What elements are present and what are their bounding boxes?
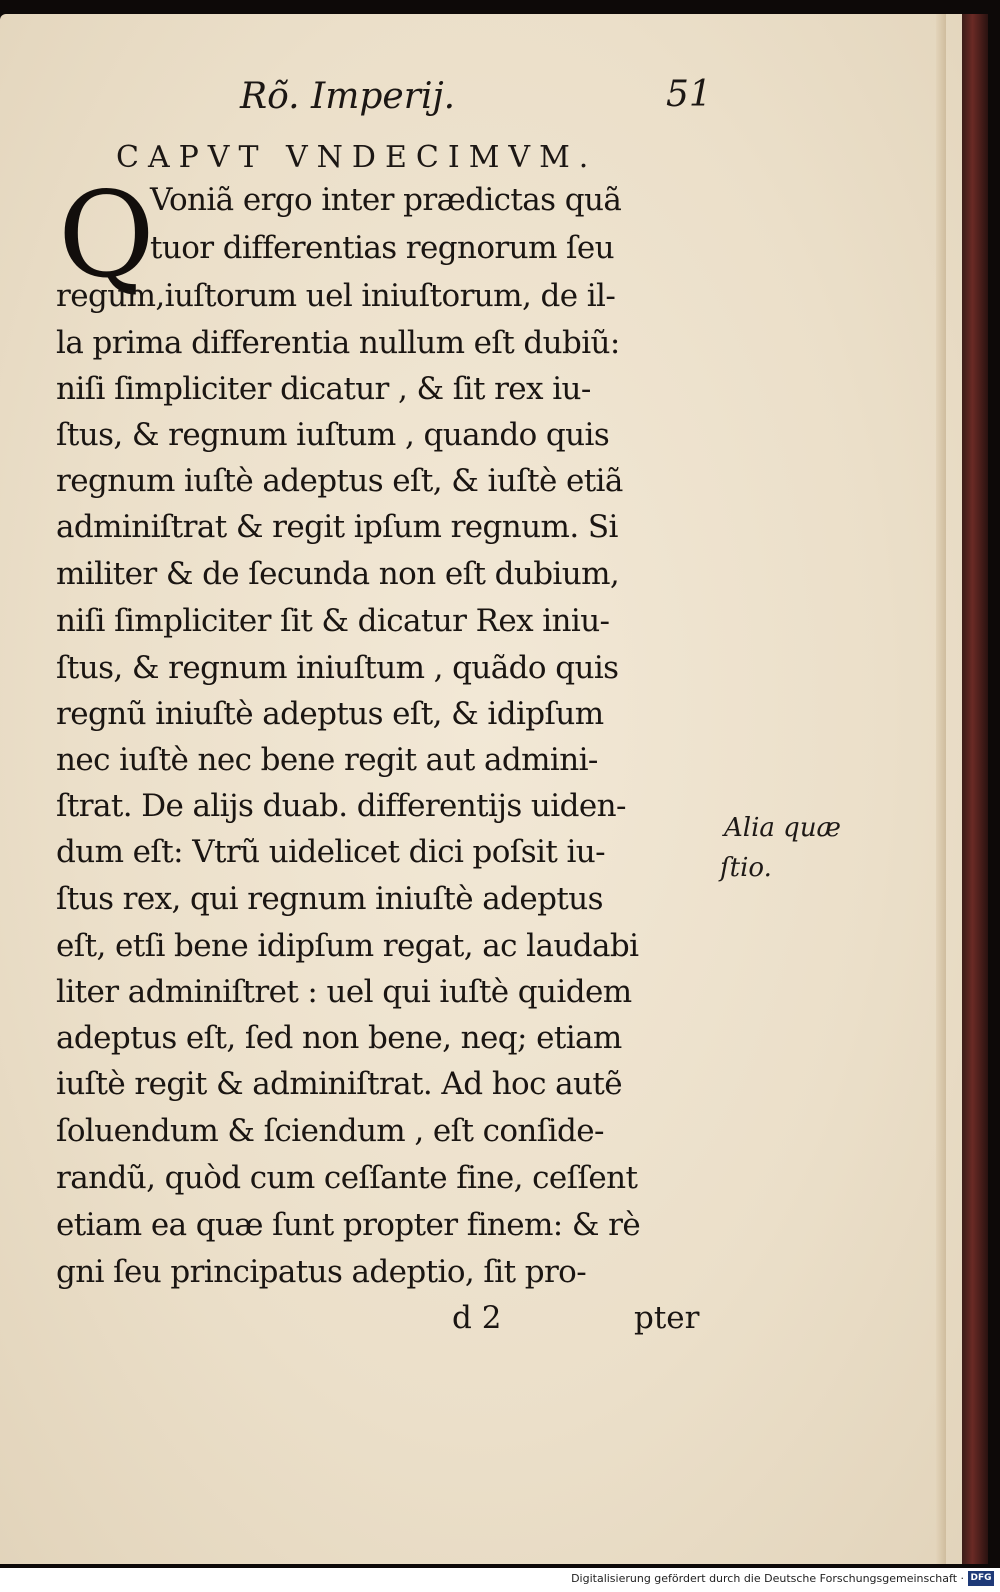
text-line: niſi ſimpliciter dicatur , & ſit rex iu- xyxy=(56,371,591,407)
page-number: 51 xyxy=(666,74,712,115)
text-line: ſtus, & regnum iniuſtum , quãdo quis xyxy=(56,650,619,686)
text-line: iuſtè regit & adminiſtrat. Ad hoc autẽ xyxy=(56,1066,622,1102)
text-line: regum,iuſtorum uel iniuſtorum, de il- xyxy=(56,278,616,314)
text-line: ſtus rex, qui regnum iniuſtè adeptus xyxy=(56,881,603,917)
text-line: randũ, quòd cum ceſſante fine, ceſſent xyxy=(56,1160,638,1196)
text-line: la prima differentia nullum eſt dubiũ: xyxy=(56,325,620,361)
footer-credit: Digitalisierung gefördert durch die Deutsche Forschungsgemeinschaft · xyxy=(571,1572,964,1585)
margin-note-line: Alia quæ xyxy=(724,813,841,843)
text-line: ſoluendum & ſciendum , eſt conſide- xyxy=(56,1113,604,1149)
text-line: dum eſt: Vtrũ uidelicet dici poſsit iu- xyxy=(56,834,605,870)
book-cover-edge xyxy=(962,14,988,1564)
text-line: regnum iuſtè adeptus eſt, & iuſtè etiã xyxy=(56,463,623,499)
text-line: adeptus eſt, ſed non bene, neq; etiam xyxy=(56,1020,622,1056)
drop-cap: Q xyxy=(58,166,155,304)
text-line: regnũ iniuſtè adeptus eſt, & idipſum xyxy=(56,696,604,732)
running-head: Rõ. Imperij. xyxy=(240,76,456,117)
margin-note xyxy=(720,808,841,888)
text-line: niſi ſimpliciter ſit & dicatur Rex iniu- xyxy=(56,603,610,639)
text-line: Voniã ergo inter prædictas quã xyxy=(150,182,622,218)
page-leaf-edge xyxy=(936,14,946,1564)
text-line: tuor differentias regnorum ſeu xyxy=(150,230,615,266)
text-line: liter adminiſtret : uel qui iuſtè quidem xyxy=(56,974,632,1010)
text-line: gni ſeu principatus adeptio, ſit pro- xyxy=(56,1254,587,1290)
text-line: etiam ea quæ ſunt propter finem: & rè xyxy=(56,1207,641,1243)
catchword: pter xyxy=(634,1300,700,1336)
text-line: eſt, etſi bene idipſum regat, ac laudabi xyxy=(56,928,639,964)
margin-note-line: ſtio. xyxy=(720,853,772,883)
text-line: militer & de ſecunda non eſt dubium, xyxy=(56,556,620,592)
dfg-logo: DFG xyxy=(968,1571,994,1586)
text-line: adminiſtrat & regit ipſum regnum. Si xyxy=(56,509,618,545)
signature-mark: d 2 xyxy=(452,1300,502,1336)
text-line: ſtus, & regnum iuſtum , quando quis xyxy=(56,417,610,453)
text-line: nec iuſtè nec bene regit aut admini- xyxy=(56,742,598,778)
chapter-heading: CAPVT VNDECIMVM. xyxy=(116,140,598,175)
text-line: ſtrat. De alijs duab. differentijs uiden- xyxy=(56,788,626,824)
